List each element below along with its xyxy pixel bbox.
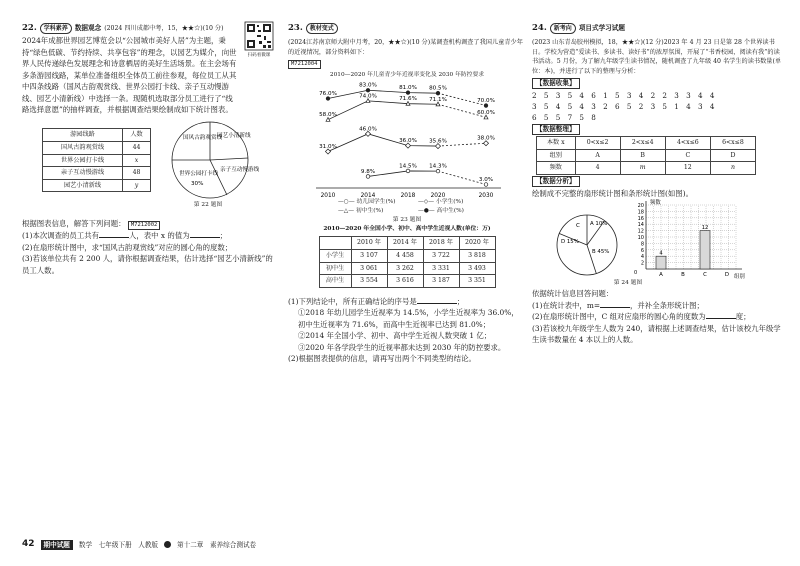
answer-blank[interactable] <box>600 307 630 308</box>
q23-cell: 3 107 <box>351 249 387 262</box>
data-label: 9.8% <box>360 169 376 176</box>
q23-table <box>319 236 496 287</box>
y-tick-label: 14 <box>637 222 644 229</box>
q23-cell: 3 554 <box>351 275 387 288</box>
q24-sub3: (3)若该校九年级学生人数为 240，请根据上述调查结果，估计该校九年级学生读书数量在 4 本以上的人数。 <box>532 323 781 345</box>
x-tick-label: A <box>659 272 663 279</box>
q22-code: M7212002 <box>128 221 161 230</box>
q22-th: 人数 <box>123 129 151 142</box>
q24-number: 24. <box>532 23 547 33</box>
q24-th: 本数 x <box>537 137 576 150</box>
q24-tag2: 项目式学习试题 <box>578 24 625 32</box>
data-point <box>436 170 440 174</box>
q23-source: (2024江苏南京师大附中月考，20，★★☆)(10 分)某调查机构调查了我国儿童青少年的近视情况，部分资料如下： <box>288 39 523 56</box>
q24-sec-organize: 【数据整理】 <box>532 124 580 135</box>
q23-sub2: (2)根据图表提供的信息，请再写出两个不同类型的结论。 <box>288 354 476 364</box>
q23-sub1-1: ①2018 年幼儿园学生近视率为 14.5%，小学生近视率为 36.0%，初中生近视率为 71.6%，而高中生近视率已达到 81.0%； <box>298 308 519 329</box>
y-tick-label: 16 <box>637 216 644 223</box>
q24-sub2a: (2)在扇形统计图中，C 组对应扇形的圆心角的度数为 <box>532 312 706 322</box>
y-tick-label: 2 <box>640 260 644 267</box>
q23-th <box>319 237 351 250</box>
q22-qr[interactable] <box>244 22 274 115</box>
q22-cell: 园艺小清新线 <box>43 179 123 192</box>
data-label: 74.0% <box>359 93 377 100</box>
y-tick-label: 18 <box>637 209 644 216</box>
q23-sub1-3: ③2020 年各学段学生的近视率都未达到 2030 年的防控要求。 <box>298 342 506 352</box>
x-tick-label: 2020 <box>430 193 446 200</box>
q24-cell: 4 <box>575 162 620 175</box>
data-point <box>366 89 370 93</box>
q23-tag: 教材变式 <box>306 23 338 34</box>
q23-cell: 4 458 <box>387 249 423 262</box>
data-label: 31.0% <box>319 144 337 151</box>
q24-intro: 依据统计信息回答问题： <box>532 289 614 299</box>
q23-cell: 3 187 <box>423 275 459 288</box>
data-label: 71.6% <box>399 96 417 103</box>
q23-cell: 3 722 <box>423 249 459 262</box>
q23-th: 2018 年 <box>423 237 459 250</box>
q24-sec-collect: 【数据收集】 <box>532 78 580 89</box>
q23-code: M7212004 <box>288 60 321 69</box>
answer-blank[interactable] <box>417 303 457 304</box>
q23-th: 2010 年 <box>351 237 387 250</box>
data-label: 71.1% <box>429 97 447 104</box>
x-tick-label: 2030 <box>478 193 494 200</box>
legend-item: —●— 高中生(%) <box>418 208 464 215</box>
q23-cell: 高中生 <box>319 275 351 288</box>
data-label: 83.0% <box>359 83 377 90</box>
x-tick-label: D <box>724 272 730 279</box>
q22-pie-label: 国风古韵观赏线 <box>183 135 223 142</box>
qr-label: 扫码看微课 <box>247 53 271 59</box>
q22-cell: 48 <box>123 167 151 180</box>
qr-code-icon <box>245 22 273 50</box>
q24-cell: 组别 <box>537 149 576 162</box>
page-number: 42 <box>22 539 35 549</box>
q23-cell: 3 331 <box>423 262 459 275</box>
data-point <box>436 92 440 96</box>
q22-sub1c: ； <box>219 231 228 241</box>
data-point <box>484 104 488 108</box>
q24-sub1a: (1)在统计表中，m= <box>532 300 601 310</box>
y-tick-label: 6 <box>640 248 644 255</box>
q22-table <box>42 128 151 192</box>
q22-cell: y <box>123 179 151 192</box>
bar-value-label: 12 <box>701 225 709 232</box>
q22-pie-label: 亲子互动慢游线 <box>220 167 260 174</box>
q23-cell: 3 818 <box>459 249 495 262</box>
q22-th: 游园线路 <box>43 129 123 142</box>
q22-sub1a: (1)本次调查的员工共有 <box>22 231 99 241</box>
q24-pie-label: D 15% <box>561 239 579 246</box>
q23-th: 2014 年 <box>387 237 423 250</box>
q24-cell: n <box>710 162 755 175</box>
q24-cell: 频数 <box>537 162 576 175</box>
data-label: 38.0% <box>477 136 495 143</box>
q22-body: 2024年成都世界园艺博览会以“公园城市美好人居”为主题，秉持“绿色低碳、节约持续、共享包容”的理念，以园艺为媒介，向世界人民传递绿色发展理念和诗意栖居的美好生活场景。在主会场有多条游园线路，某单位准备组织全体员工前往参观，每位员工从其中四条线路（国风古韵观赏线、世界公园打卡线、亲子互动慢游线、园艺小清新线）中选择一条。现随机选取部分员工进行了“线路选择意愿”的抽样调查，并根据调查结果绘制成如下统计图表。 <box>22 36 237 114</box>
q22-tag <box>40 23 72 34</box>
q22-sub3: (3)若该单位共有 2 200 人，请你根据调查结果，估计选择“园艺小清新线”的员工人数。 <box>22 254 273 275</box>
q23-cell: 初中生 <box>319 262 351 275</box>
data-label: 35.6% <box>429 138 447 145</box>
data-point <box>326 97 330 101</box>
footer-brand: 期中试题 <box>41 540 73 550</box>
q24-cell: m <box>620 162 665 175</box>
q22-pie-pct: 30% <box>191 181 204 188</box>
q22-tag-label: 学科素养 <box>43 25 68 32</box>
footer-chapter: 第十二章 素养综合测试卷 <box>177 540 257 549</box>
q24-sub2b: 度； <box>735 312 751 322</box>
q24-tag: 新考向 <box>550 23 576 34</box>
q22-intro: 根据图表信息，解答下列问题： <box>22 219 126 229</box>
x-tick-label: 2010 <box>320 193 336 200</box>
q24-th: 4<x≤6 <box>665 137 710 150</box>
q22-source: (2024 四川成都中考，15，★★☆)(10 分) <box>104 25 224 32</box>
legend-item: —△— 初中生(%) <box>338 208 384 215</box>
data-label: 3.0% <box>478 177 494 184</box>
data-label: 14.3% <box>429 164 447 171</box>
q22-cell: 44 <box>123 142 151 155</box>
q24-table <box>536 136 756 175</box>
q22-pie-label: 世界公园打卡线 <box>179 171 219 178</box>
data-point <box>484 183 488 187</box>
bar <box>700 231 710 269</box>
answer-blank[interactable] <box>190 237 220 238</box>
q24-cell: B <box>620 149 665 162</box>
q23-sub1-2: ②2014 年全国小学、初中、高中学生近视人数突破 1 亿； <box>298 331 492 341</box>
y-tick-label: 8 <box>640 241 644 248</box>
bar <box>656 257 666 270</box>
legend-label: 幼儿园学生(%) <box>356 199 396 206</box>
data-label: 58.0% <box>319 112 337 119</box>
q22-cell: 国风古韵观赏线 <box>43 142 123 155</box>
data-label: 14.5% <box>399 163 417 170</box>
q24-cell: A <box>575 149 620 162</box>
x-tick-label: B <box>681 272 685 279</box>
page-footer <box>22 538 256 552</box>
legend-label: 小学生(%) <box>435 199 464 206</box>
y-axis-label: 频数 <box>650 200 661 207</box>
data-label: 81.0% <box>399 85 417 92</box>
q23-th: 2020 年 <box>459 237 495 250</box>
y-tick-label: 4 <box>640 254 644 261</box>
q22-cell: 世界公园打卡线 <box>43 154 123 167</box>
data-label: 70.0% <box>477 98 495 105</box>
data-point <box>366 175 370 179</box>
legend-item: —◇— 小学生(%) <box>418 199 464 206</box>
q23-line-chart <box>306 80 506 198</box>
q23-chart-title: 2010—2020 年儿童青少年近视率变化及 2030 年防控要求 <box>329 72 485 79</box>
q24-bar-chart <box>632 199 752 279</box>
q24-pie-chart <box>552 209 622 279</box>
q22-pie-label: 园艺小清新线 <box>217 133 251 140</box>
series-line <box>328 134 438 152</box>
y-tick-label: 20 <box>637 203 644 210</box>
legend-label: 初中生(%) <box>355 208 384 215</box>
data-label: 60.0% <box>477 110 495 117</box>
q24-data-row: 2 5 3 5 4 6 1 5 3 4 2 2 3 3 4 4 <box>532 90 715 100</box>
q22-cell: 亲子互动慢游线 <box>43 167 123 180</box>
q24-pie-label: A 10% <box>590 221 608 228</box>
data-label: 46.0% <box>359 126 377 133</box>
q23-cell: 3 262 <box>387 262 423 275</box>
q23-number: 23. <box>288 23 303 33</box>
q24-pie-label: C <box>576 223 580 230</box>
series-line <box>368 171 438 177</box>
question-23: 23. 教材变式 (2024江苏南京师大附中月考，20，★★☆)(10 分)某调查机构调查了我国儿童青少年的近视情况，部分资料如下： M7212004 2010—2020 年儿童青少年近视率变化及 2030 年防控要求 2010 2014 2018 2020 2030 9.8% 14.5% 14.3% 3.0% 31.0% 46.0% 36.0% 35.6% 38.0% 58.0% 74.0% 71.6% 71.1% 60.0% 76.0% 83.0% 81.0% 80.5% 70.0% —○— 幼儿园学生(%) —◇— 小学生(%) —△— 初中生(%) —●— 高中生(%) 第 23 题图 2010—2020 年全国小学、初中、高中学生近视人数(单位：万) 2010 年 2014 年 2018 年 2020 年 小学生 3 107 4 458 3 722 3 818 初中生 3 061 3 262 3 331 3 493 高中生 3 554 3 616 3 187 3 351 (1)下列结论中，所有正确结论的序号是 ； ①2018 年幼儿园学生近视率为 14.5%，小学生近视率为 36.0%，初中生近视率为 71.6%，而高中生近视率已达到 81.0%； ②2014 年全国小学、初中、高中学生近视人数突破 1 亿； ③2020 年各学段学生的近视率都未达到 2030 年的防控要求。 (2)根据图表提供的信息，请再写出两个不同类型的结论。 <box>288 22 526 365</box>
question-24 <box>532 22 784 346</box>
series-line <box>328 91 438 99</box>
q23-cell: 3 493 <box>459 262 495 275</box>
q24-figure <box>552 199 784 279</box>
q24-draw-text: 绘制成不完整的扇形统计图和条形统计图(如图)。 <box>532 188 693 198</box>
data-label: 80.5% <box>429 86 447 93</box>
x-tick-label: 2014 <box>360 193 376 200</box>
q24-sub1b: ，并补全条形统计图； <box>630 300 704 310</box>
q24-data-row: 3 5 4 5 4 3 2 6 5 2 3 5 1 4 3 4 <box>532 101 715 111</box>
q24-data-row: 6 5 5 7 5 8 <box>532 112 596 122</box>
data-label: 36.0% <box>399 138 417 145</box>
q22-figure <box>42 119 274 201</box>
q22-number: 22. <box>22 23 37 33</box>
bullet-icon <box>164 541 171 548</box>
q22-tag2: 数据观念 <box>74 24 102 32</box>
q23-cell: 3 351 <box>459 275 495 288</box>
series-line <box>328 101 438 120</box>
q23-cell: 3 061 <box>351 262 387 275</box>
origin-label: 0 <box>634 270 638 277</box>
question-22 <box>22 22 274 276</box>
legend-label: 高中生(%) <box>436 208 464 215</box>
q24-th: 2<x≤4 <box>620 137 665 150</box>
q23-sub1: (1)下列结论中，所有正确结论的序号是 <box>288 296 417 306</box>
q24-pie-label: B 45% <box>592 249 610 256</box>
y-tick-label: 12 <box>637 228 644 235</box>
y-tick-label: 10 <box>637 235 644 242</box>
q24-sec-analyze: 【数据分析】 <box>532 176 580 187</box>
q22-sub2: (2)在扇形统计图中，求“国风古韵观赏线”对应的圆心角的度数； <box>22 242 233 252</box>
x-tick-label: C <box>703 272 707 279</box>
q24-cell: D <box>710 149 755 162</box>
q23-cell: 3 616 <box>387 275 423 288</box>
q23-legend <box>338 198 498 216</box>
q22-pie-chart <box>165 119 260 201</box>
answer-blank[interactable] <box>706 318 736 319</box>
legend-item: —○— 幼儿园学生(%) <box>338 199 396 206</box>
q23-table-title: 2010—2020 年全国小学、初中、高中学生近视人数(单位：万) <box>323 226 491 233</box>
bar-value-label: 4 <box>659 251 663 258</box>
footer-text: 数学 七年级下册 人教版 <box>78 540 159 549</box>
q22-sub1b: 人，表中 x 的值为 <box>129 231 190 241</box>
data-label: 76.0% <box>319 91 337 98</box>
q24-th: 0<x≤2 <box>575 137 620 150</box>
q24-caption: 第 24 题图 <box>613 280 643 287</box>
data-point <box>406 169 410 173</box>
q23-caption: 第 23 题图 <box>392 217 422 224</box>
q24-th: 6<x≤8 <box>710 137 755 150</box>
x-tick-label: 2018 <box>400 193 416 200</box>
q22-caption: 第 22 题图 <box>193 202 223 209</box>
data-point <box>406 91 410 95</box>
q24-source: (2023 山东青岛胶州模拟，18，★★☆)(12 分)2023 年 4 月 23 日是第 28 个世界读书日。学校为营造“爱读书、多读书、读好书”的浓厚氛围，开展了“书香校园，阅读有我”的读书活动。5 月份，为了解九年级学生读书情况，随机调查了九年级 40 名学生的读书数量(单位：本)，并进行了以下的整理与分析： <box>532 39 782 75</box>
answer-blank[interactable] <box>99 237 129 238</box>
q24-cell: C <box>665 149 710 162</box>
x-axis-label: 组别 <box>734 274 745 281</box>
q24-cell: 12 <box>665 162 710 175</box>
q22-cell: x <box>123 154 151 167</box>
q23-cell: 小学生 <box>319 249 351 262</box>
